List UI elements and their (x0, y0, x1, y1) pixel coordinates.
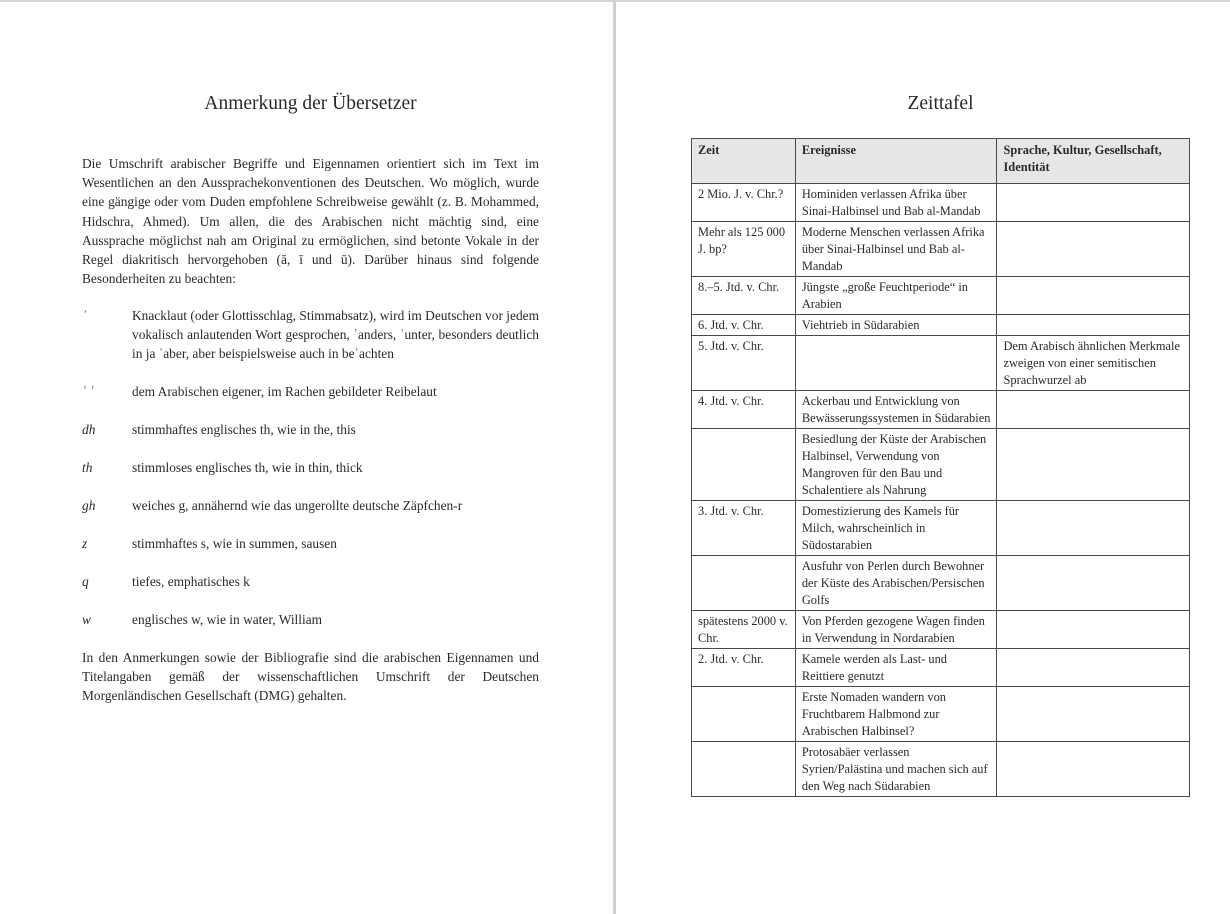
cell-sprache-kultur (997, 742, 1190, 797)
header-sprache-kultur: Sprache, Kultur, Gesellschaft, Identität (997, 139, 1190, 184)
table-row (692, 742, 1190, 797)
legend-symbol: ʿ ʿ (82, 384, 95, 400)
table-row (692, 391, 1190, 429)
left-page (0, 0, 613, 914)
cell-sprache-kultur (997, 687, 1190, 742)
header-ereignisse: Ereignisse (795, 139, 997, 184)
cell-zeit: spätestens 2000 v. Chr. (692, 611, 796, 649)
cell-ereignisse: Moderne Menschen verlassen Afrika über Sinai-Halbinsel und Bab al-Mandab (795, 222, 997, 277)
table-row (692, 315, 1190, 336)
table-row (692, 611, 1190, 649)
legend-item (82, 382, 539, 401)
legend-description: englisches w, wie in water, William (132, 612, 323, 628)
transliteration-legend (82, 306, 539, 648)
cell-sprache-kultur (997, 315, 1190, 336)
cell-zeit (692, 742, 796, 797)
cell-zeit: 4. Jtd. v. Chr. (692, 391, 796, 429)
cell-zeit: 6. Jtd. v. Chr. (692, 315, 796, 336)
legend-symbol: z (82, 536, 88, 552)
legend-description: dem Arabischen eigener, im Rachen gebildeter Reibelaut (132, 384, 437, 400)
cell-ereignisse (795, 336, 997, 391)
cell-zeit: 2. Jtd. v. Chr. (692, 649, 796, 687)
intro-paragraph: Die Umschrift arabischer Begriffe und Eigennamen orientiert sich im Text im Wesentlichen an den Aussprachekonventionen des Deutschen. Wo möglich, wurde eine gängige oder vom Duden empfohlene Schreibweise gewählt (z. B. Mohammed, Hidschra, Ahmed). Um allen, die des Arabischen nicht mächtig sind, eine Aussprache möglichst nah am Original zu ermöglichen, sind betonte Vokale in der Regel diakritisch hervorgehoben (ā, ī und ū). Darüber hinaus sind folgende Besonderheiten zu beachten: (82, 156, 539, 287)
cell-ereignisse: Hominiden verlassen Afrika über Sinai-Halbinsel und Bab al-Mandab (795, 184, 997, 222)
cell-ereignisse: Besiedlung der Küste der Arabischen Halbinsel, Verwendung von Mangroven für den Bau und Schalentiere als Nahrung (795, 429, 997, 501)
cell-sprache-kultur: Dem Arabisch ähnlichen Merkmale zweigen von einer semitischen Sprachwurzel ab (997, 336, 1190, 391)
cell-zeit: 2 Mio. J. v. Chr.? (692, 184, 796, 222)
cell-zeit: Mehr als 125 000 J. bp? (692, 222, 796, 277)
outro-paragraph: In den Anmerkungen sowie der Bibliografie sind die arabischen Eigennamen und Titelangaben gemäß der wissenschaftlichen Umschrift der Deutschen Morgenländischen Gesellschaft (DMG) gehalten. (82, 650, 539, 704)
cell-zeit (692, 687, 796, 742)
cell-ereignisse: Ausfuhr von Perlen durch Bewohner der Küste des Arabischen/Persischen Golfs (795, 556, 997, 611)
legend-description: Knacklaut (oder Glottisschlag, Stimmabsatz), wird im Deutschen vor jedem vokalisch anlautenden Wort gesprochen, ʾanders, ʾunter, besonders deutlich in ja ʾaber, aber beispielsweise auch in beʾachten (132, 308, 539, 362)
table-row (692, 277, 1190, 315)
table-header-row (692, 139, 1190, 184)
cell-ereignisse: Jüngste „große Feuchtperiode“ in Arabien (795, 277, 997, 315)
table-body (692, 184, 1190, 797)
legend-symbol: dh (82, 422, 96, 438)
cell-sprache-kultur (997, 556, 1190, 611)
legend-item (82, 306, 539, 364)
table-row (692, 556, 1190, 611)
legend-item (82, 534, 539, 553)
legend-symbol: gh (82, 498, 96, 514)
cell-sprache-kultur (997, 391, 1190, 429)
cell-ereignisse: Von Pferden gezogene Wagen finden in Verwendung in Nordarabien (795, 611, 997, 649)
cell-zeit: 3. Jtd. v. Chr. (692, 501, 796, 556)
cell-ereignisse: Ackerbau und Entwicklung von Bewässerungssystemen in Südarabien (795, 391, 997, 429)
cell-ereignisse: Protosabäer verlassen Syrien/Palästina und machen sich auf den Weg nach Südarabien (795, 742, 997, 797)
cell-zeit: 5. Jtd. v. Chr. (692, 336, 796, 391)
legend-item (82, 458, 539, 477)
cell-sprache-kultur (997, 429, 1190, 501)
cell-zeit (692, 429, 796, 501)
table-row (692, 429, 1190, 501)
table-row (692, 336, 1190, 391)
cell-sprache-kultur (997, 277, 1190, 315)
header-zeit: Zeit (692, 139, 796, 184)
cell-sprache-kultur (997, 501, 1190, 556)
legend-description: stimmloses englisches th, wie in thin, thick (132, 460, 363, 476)
table-row (692, 501, 1190, 556)
cell-ereignisse: Domestizierung des Kamels für Milch, wahrscheinlich in Südostarabien (795, 501, 997, 556)
legend-symbol: ʾ (82, 308, 87, 323)
cell-sprache-kultur (997, 222, 1190, 277)
cell-zeit (692, 556, 796, 611)
right-page (616, 0, 1230, 914)
legend-item (82, 420, 539, 439)
table-row (692, 222, 1190, 277)
legend-description: weiches g, annähernd wie das ungerollte deutsche Zäpfchen-r (132, 498, 463, 514)
legend-description: stimmhaftes s, wie in summen, sausen (132, 536, 337, 552)
legend-item (82, 572, 539, 591)
timeline-table (691, 138, 1190, 797)
page-title: Zeittafel (907, 93, 974, 114)
cell-sprache-kultur (997, 649, 1190, 687)
legend-item (82, 610, 539, 629)
table-row (692, 184, 1190, 222)
cell-ereignisse: Erste Nomaden wandern von Fruchtbarem Halbmond zur Arabischen Halbinsel? (795, 687, 997, 742)
table-row (692, 649, 1190, 687)
cell-sprache-kultur (997, 611, 1190, 649)
cell-sprache-kultur (997, 184, 1190, 222)
legend-symbol: q (82, 574, 89, 590)
legend-symbol: th (82, 460, 93, 476)
legend-symbol: w (82, 612, 91, 628)
cell-zeit: 8.–5. Jtd. v. Chr. (692, 277, 796, 315)
legend-item (82, 496, 539, 515)
page-title: Anmerkung der Übersetzer (204, 93, 417, 114)
cell-ereignisse: Kamele werden als Last- und Reittiere genutzt (795, 649, 997, 687)
legend-description: tiefes, emphatisches k (132, 574, 250, 590)
cell-ereignisse: Viehtrieb in Südarabien (795, 315, 997, 336)
legend-description: stimmhaftes englisches th, wie in the, this (132, 422, 356, 438)
table-row (692, 687, 1190, 742)
